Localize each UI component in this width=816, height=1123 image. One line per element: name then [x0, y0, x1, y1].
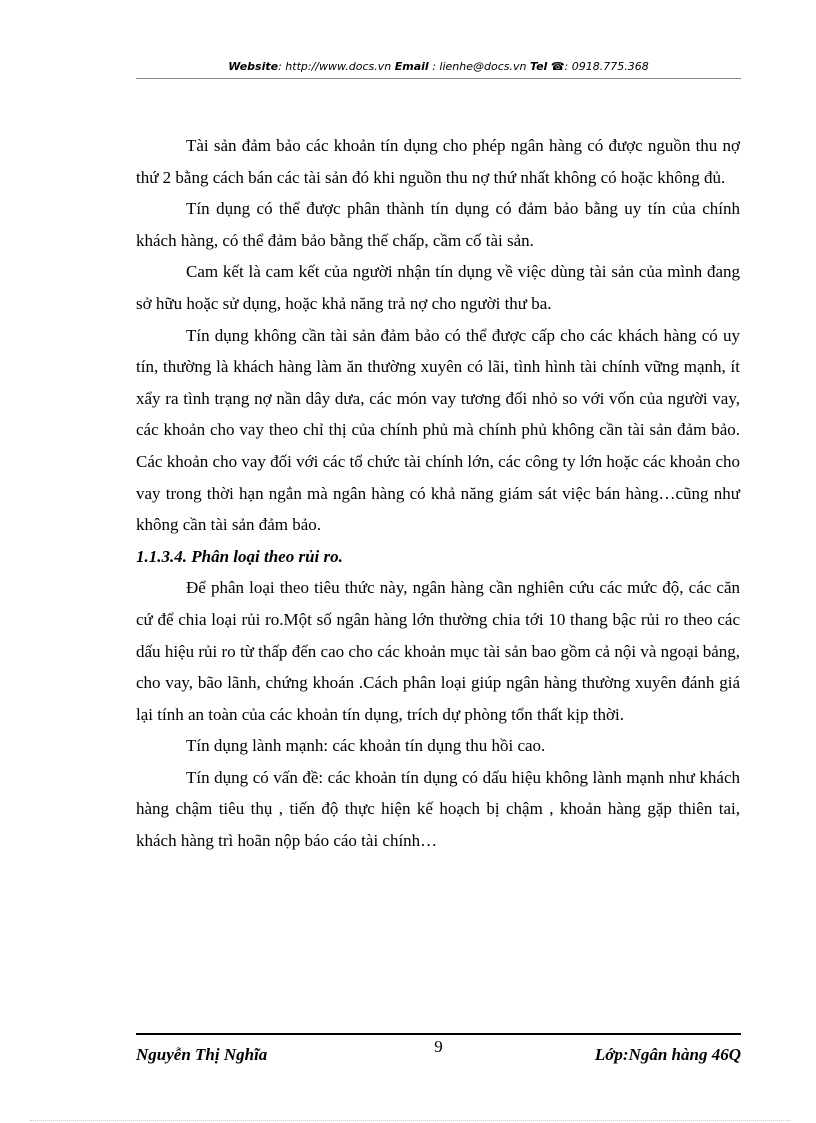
paragraph: Tín dụng lành mạnh: các khoản tín dụng thu hồi cao.	[186, 736, 546, 756]
phone-icon: ☎	[550, 60, 565, 73]
paragraph: Tín dụng có vấn đề: các khoản tín dụng có dấu hiệu không lành mạnh như khách hàng chậm tiêu thụ , tiến độ thực hiện kế hoạch bị chậm , khoản hàng gặp thiên tai, khách hàng trì hoãn nộp báo cáo tài chính…	[136, 767, 740, 851]
tel-value: : 0918.775.368	[564, 60, 649, 73]
document-body	[136, 130, 740, 857]
footer-divider	[136, 1033, 741, 1035]
page-header	[136, 60, 741, 73]
paragraph: Cam kết là cam kết của người nhận tín dụng về việc dùng tài sản của mình đang sở hữu hoặc sử dụng, hoặc khả năng trả nợ cho người thư ba.	[136, 262, 740, 313]
tel-label: Tel	[529, 60, 548, 73]
website-value: : http://www.docs.vn	[278, 60, 392, 73]
page-bottom-border	[30, 1120, 790, 1121]
footer-class: Lớp:Ngân hàng 46Q	[594, 1045, 741, 1064]
footer-author: Nguyễn Thị Nghĩa	[136, 1045, 268, 1064]
header-divider	[136, 78, 741, 79]
paragraph: Tài sản đảm bảo các khoản tín dụng cho phép ngân hàng có được nguồn thu nợ thứ 2 bằng cách bán các tài sản đó khi nguồn thu nợ thứ nhất không có hoặc không đủ.	[136, 136, 740, 187]
paragraph: Để phân loại theo tiêu thức này, ngân hàng cần nghiên cứu các mức độ, các căn cứ để chia loại rủi ro.Một số ngân hàng lớn thường chia tới 10 thang bậc rủi ro theo các dấu hiệu rủi ro từ thấp đến cao cho các khoản mục tài sản bao gồm cả nội và ngoại bảng, cho vay, bão lãnh, chứng khoán .Cách phân loại giúp ngân hàng thường xuyên đánh giá lại tính an toàn của các khoản tín dụng, trích dự phòng tổn thất kịp thời.	[136, 578, 740, 724]
page-number: 9	[434, 1037, 443, 1056]
section-heading: 1.1.3.4. Phân loại theo rủi ro.	[136, 546, 343, 566]
paragraph: Tín dụng không cần tài sản đảm bảo có thể được cấp cho các khách hàng có uy tín, thường là khách hàng làm ăn thường xuyên có lãi, tình hình tài chính vững mạnh, ít xẩy ra tình trạng nợ nần dây dưa, các món vay tương đối nhỏ so với vốn của người vay, các khoản cho vay theo chỉ thị của chính phủ mà chính phủ không cần tài sản đảm bảo. Các khoản cho vay đối với các tổ chức tài chính lớn, các công ty lớn hoặc các khoản cho vay trong thời hạn ngắn mà ngân hàng có khả năng giám sát việc bán hàng…cũng như không cần tài sản đảm bảo.	[136, 325, 740, 535]
email-value: : lienhe@docs.vn	[432, 60, 527, 73]
website-label: Website	[228, 60, 279, 73]
email-label: Email	[394, 60, 429, 73]
paragraph: Tín dụng có thể được phân thành tín dụng có đảm bảo bằng uy tín của chính khách hàng, có thể đảm bảo bằng thế chấp, cầm cố tài sản.	[136, 199, 740, 250]
